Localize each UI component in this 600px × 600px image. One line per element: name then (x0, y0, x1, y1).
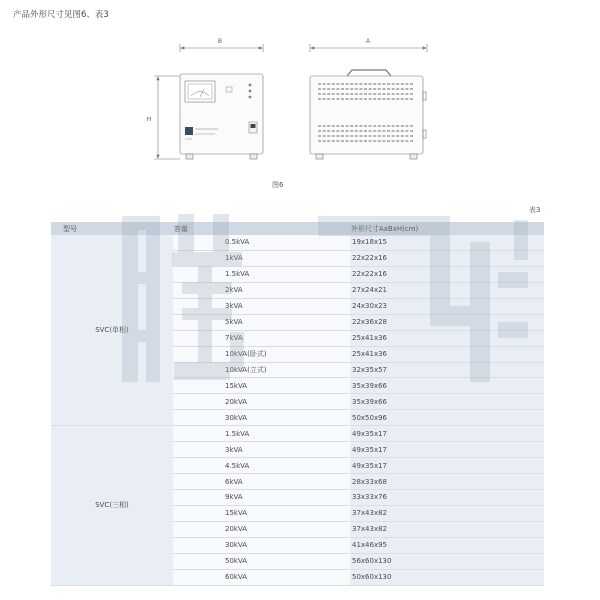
dimension-cell: 56x60x130 (350, 553, 544, 569)
capacity-cell: 5kVA (173, 314, 350, 330)
dimension-cell: 35x39x66 (350, 378, 544, 394)
capacity-cell: 3kVA (173, 298, 350, 314)
dimension-cell: 41x46x95 (350, 537, 544, 553)
table-row (51, 426, 544, 442)
dimension-cell: 50x60x130 (350, 569, 544, 585)
dimension-cell: 24x30x23 (350, 298, 544, 314)
table-header-row (51, 222, 544, 235)
capacity-cell: 1.5kVA (173, 426, 350, 442)
dimension-cell: 19x18x15 (350, 235, 544, 250)
capacity-cell: 9kVA (173, 490, 350, 506)
table-caption: 表3 (529, 206, 541, 214)
regulator-drawing (140, 30, 440, 180)
dimension-cell: 49x35x17 (350, 426, 544, 442)
type-cell-three-phase: SVC(三相) (51, 426, 173, 585)
capacity-cell: 50kVA (173, 553, 350, 569)
product-outline-figure (140, 30, 440, 180)
dimension-cell: 33x33x76 (350, 490, 544, 506)
dimension-cell: 22x22x16 (350, 250, 544, 266)
dimension-cell: 37x43x82 (350, 521, 544, 537)
side-view (310, 44, 427, 159)
intro-text: 产品外形尺寸见图6、表3 (13, 10, 109, 20)
dimension-cell: 37x43x82 (350, 505, 544, 521)
dimension-cell: 27x24x21 (350, 282, 544, 298)
dimension-cell: 25x41x36 (350, 346, 544, 362)
dimension-cell: 28x33x68 (350, 474, 544, 490)
front-view (154, 44, 263, 159)
capacity-cell: 4.5kVA (173, 458, 350, 474)
dimension-cell: 49x35x17 (350, 458, 544, 474)
dimension-cell: 25x41x36 (350, 330, 544, 346)
header-capacity: 容量 (173, 222, 350, 235)
capacity-cell: 3kVA (173, 442, 350, 458)
capacity-cell: 1kVA (173, 250, 350, 266)
header-type: 型号 (51, 222, 173, 235)
dimension-cell: 50x50x96 (350, 410, 544, 426)
spec-table (51, 222, 544, 586)
header-dimensions: 外形尺寸AxBxH(cm) (350, 222, 544, 235)
capacity-cell: 15kVA (173, 505, 350, 521)
dimension-cell: 22x36x28 (350, 314, 544, 330)
capacity-cell: 7kVA (173, 330, 350, 346)
capacity-cell: 15kVA (173, 378, 350, 394)
figure-caption: 图6 (272, 181, 284, 189)
capacity-cell: 1.5kVA (173, 266, 350, 282)
capacity-cell: 30kVA (173, 410, 350, 426)
capacity-cell: 20kVA (173, 394, 350, 410)
dim-label-b: B (217, 39, 223, 45)
dimension-cell: 35x39x66 (350, 394, 544, 410)
capacity-cell: 60kVA (173, 569, 350, 585)
table-body (51, 235, 544, 585)
capacity-cell: 10kVA(卧式) (173, 346, 350, 362)
capacity-cell: 6kVA (173, 474, 350, 490)
capacity-cell: 0.5kVA (173, 235, 350, 250)
dimension-cell: 22x22x16 (350, 266, 544, 282)
capacity-cell: 20kVA (173, 521, 350, 537)
dimension-cell: 49x35x17 (350, 442, 544, 458)
capacity-cell: 10kVA(立式) (173, 362, 350, 378)
dim-label-a: A (365, 39, 371, 45)
capacity-cell: 30kVA (173, 537, 350, 553)
dimension-cell: 32x35x57 (350, 362, 544, 378)
capacity-cell: 2kVA (173, 282, 350, 298)
type-cell-single-phase: SVC(单相) (51, 235, 173, 426)
dim-label-h: H (146, 117, 152, 123)
table-row (51, 235, 544, 250)
